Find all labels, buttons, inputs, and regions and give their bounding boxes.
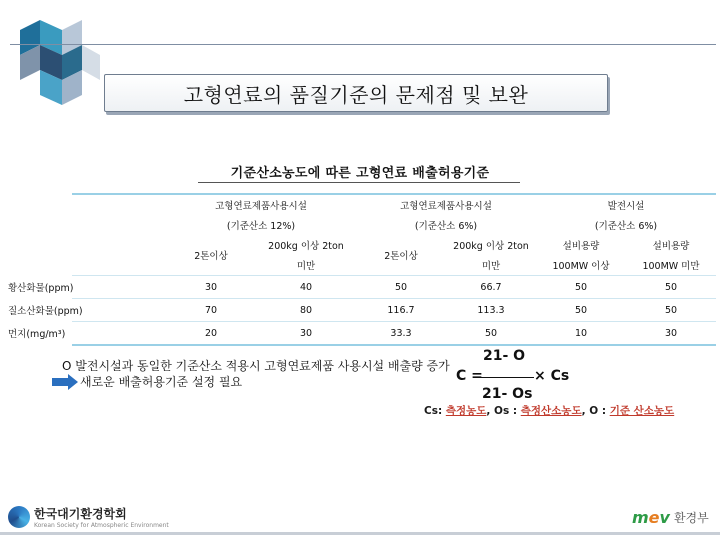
footer-rule	[0, 532, 720, 535]
group-oxygen-1: (기준산소 12%)	[166, 215, 356, 235]
group-oxygen-3: (기준산소 6%)	[536, 215, 716, 235]
page-title	[104, 74, 608, 112]
subheader-g2-a: 2톤이상	[356, 235, 446, 276]
table-row	[72, 322, 716, 346]
table-cell: 70	[166, 299, 256, 322]
group-oxygen-2: (기준산소 6%)	[356, 215, 536, 235]
emission-standards-table	[8, 193, 716, 346]
subheader-g2-b-top: 200kg 이상 2ton	[446, 235, 536, 255]
page-title-text: 고형연료의 품질기준의 문제점 및 보완	[183, 82, 529, 107]
table-cell: 50	[536, 276, 626, 299]
table-cell: 50	[446, 322, 536, 346]
group-header-3: 발전시설	[536, 194, 716, 215]
formula-fraction-bar	[474, 377, 534, 378]
legend-measured-conc: 측정농도	[445, 405, 487, 417]
formula-lhs: C =	[456, 368, 483, 384]
note-line-2	[80, 373, 243, 390]
table-cell: 20	[166, 322, 256, 346]
group-header-1: 고형연료제품사용시설	[166, 194, 356, 215]
table-caption: 기준산소농도에 따른 고형연료 배출허용기준	[230, 166, 490, 181]
table-cell: 40	[256, 276, 356, 299]
subheader-g3-b-bottom: 100MW 미만	[626, 255, 716, 276]
subheader-g1-b-top: 200kg 이상 2ton	[256, 235, 356, 255]
correction-formula	[456, 348, 596, 404]
table-row	[72, 299, 716, 322]
row-label: 질소산화물(ppm)	[8, 299, 102, 322]
table-cell: 10	[536, 322, 626, 346]
kosae-logo	[8, 505, 169, 529]
table-cell: 50	[626, 276, 716, 299]
table-row	[72, 276, 716, 299]
header-rule	[10, 44, 716, 45]
kosae-name: 한국대기환경학회	[34, 507, 127, 521]
subheader-g3-a-bottom: 100MW 이상	[536, 255, 626, 276]
decorative-mosaic	[0, 0, 120, 120]
ministry-name: 환경부	[673, 511, 709, 525]
table-cell: 30	[626, 322, 716, 346]
formula-times: × Cs	[534, 368, 570, 384]
table-cell: 66.7	[446, 276, 536, 299]
legend-measured-oxygen: 측정산소농도	[520, 405, 582, 417]
ministry-logo	[632, 508, 709, 527]
note-line-1: O 발전시설과 동일한 기준산소 적용시 고형연료제품 사용시설 배출량 증가	[62, 359, 450, 373]
subheader-g3-a-top: 설비용량	[536, 235, 626, 255]
formula-numerator: 21- O	[483, 348, 526, 364]
subheader-g3-b-top: 설비용량	[626, 235, 716, 255]
formula-denominator: 21- Os	[482, 386, 533, 402]
table-cell: 113.3	[446, 299, 536, 322]
table-cell: 116.7	[356, 299, 446, 322]
table-cell: 30	[256, 322, 356, 346]
table-cell: 33.3	[356, 322, 446, 346]
table-cell: 50	[626, 299, 716, 322]
subheader-g1-a: 2톤이상	[166, 235, 256, 276]
subheader-g2-b-bottom: 미만	[446, 255, 536, 276]
caption-underline	[198, 182, 520, 183]
subheader-g1-b-bottom: 미만	[256, 255, 356, 276]
table-cell: 50	[536, 299, 626, 322]
table-cell: 80	[256, 299, 356, 322]
kosae-emblem-icon	[8, 506, 30, 528]
row-label: 먼지(mg/m³)	[8, 322, 102, 346]
kosae-subname: Korean Society for Atmospheric Environment	[34, 522, 169, 529]
table-cell: 50	[356, 276, 446, 299]
note-line-2-text: 새로운 배출허용기준 설정 필요	[80, 375, 243, 389]
formula-legend: Cs: 측정농도, Os : 측정산소농도, O : 기준 산소농도	[424, 405, 675, 417]
arrow-right-icon	[52, 374, 78, 390]
table-cell: 30	[166, 276, 256, 299]
legend-reference-oxygen: 기준 산소농도	[609, 405, 675, 417]
mev-mark: mev	[632, 508, 670, 527]
group-header-2: 고형연료제품사용시설	[356, 194, 536, 215]
row-label: 황산화물(ppm)	[8, 276, 102, 299]
